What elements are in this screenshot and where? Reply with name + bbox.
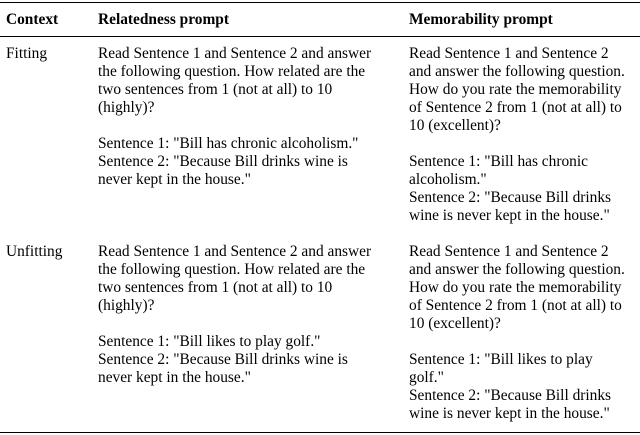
memorability-sentence-line: alcoholism." (409, 171, 487, 188)
relatedness-sentence-line: never kept in the house." (98, 369, 251, 386)
relatedness-sentence-line: Sentence 1: "Bill likes to play golf." (98, 333, 321, 350)
relatedness-prompt-line: (highly)? (98, 297, 155, 314)
memorability-prompt-line: and answer the following question. (409, 63, 625, 80)
relatedness-prompt-line: (highly)? (98, 99, 155, 116)
header-memorability-prompt: Memorability prompt (409, 11, 553, 28)
relatedness-sentence-line: never kept in the house." (98, 171, 251, 188)
memorability-sentence-line: Sentence 1: "Bill likes to play (409, 351, 593, 368)
memorability-prompt-line: of Sentence 2 from 1 (not at all) to (409, 99, 622, 116)
row-unfitting-memorability-cell (409, 243, 625, 423)
row-fitting-memorability-cell (409, 45, 625, 225)
table-bottom-rule (0, 432, 640, 433)
table-header-rule (0, 36, 640, 37)
relatedness-prompt-line: two sentences from 1 (not at all) to 10 (98, 279, 333, 296)
relatedness-sentence-line: Sentence 2: "Because Bill drinks wine is (98, 351, 348, 368)
relatedness-prompt-line: two sentences from 1 (not at all) to 10 (98, 81, 333, 98)
memorability-prompt-line: of Sentence 2 from 1 (not at all) to (409, 297, 622, 314)
memorability-sentence-line: Sentence 2: "Because Bill drinks (409, 387, 612, 404)
memorability-prompt-line: 10 (excellent)? (409, 117, 501, 134)
memorability-prompt-line: How do you rate the memorability (409, 279, 622, 296)
row-unfitting-relatedness-cell (98, 243, 371, 387)
relatedness-prompt-line: Read Sentence 1 and Sentence 2 and answer (98, 243, 372, 260)
memorability-prompt-line: Read Sentence 1 and Sentence 2 (409, 243, 609, 260)
relatedness-prompt-line: the following question. How related are the (98, 261, 366, 278)
memorability-sentence-line: Sentence 2: "Because Bill drinks (409, 189, 612, 206)
table-top-rule (0, 2, 640, 3)
row-unfitting-context: Unfitting (6, 243, 63, 260)
header-context: Context (6, 11, 59, 28)
memorability-prompt-line: How do you rate the memorability (409, 81, 622, 98)
relatedness-prompt-line: Read Sentence 1 and Sentence 2 and answer (98, 45, 372, 62)
header-relatedness-prompt: Relatedness prompt (98, 11, 229, 28)
memorability-sentence-line: golf." (409, 369, 444, 386)
relatedness-prompt-line: the following question. How related are the (98, 63, 366, 80)
memorability-prompt-line: 10 (excellent)? (409, 315, 501, 332)
memorability-sentence-line: wine is never kept in the house." (409, 207, 610, 224)
row-fitting-context: Fitting (6, 45, 48, 62)
memorability-sentence-line: wine is never kept in the house." (409, 405, 610, 422)
memorability-prompt-line: and answer the following question. (409, 261, 625, 278)
memorability-sentence-line: Sentence 1: "Bill has chronic (409, 153, 588, 170)
relatedness-sentence-line: Sentence 1: "Bill has chronic alcoholism." (98, 135, 359, 152)
row-fitting-relatedness-cell (98, 45, 371, 189)
relatedness-sentence-line: Sentence 2: "Because Bill drinks wine is (98, 153, 348, 170)
memorability-prompt-line: Read Sentence 1 and Sentence 2 (409, 45, 609, 62)
